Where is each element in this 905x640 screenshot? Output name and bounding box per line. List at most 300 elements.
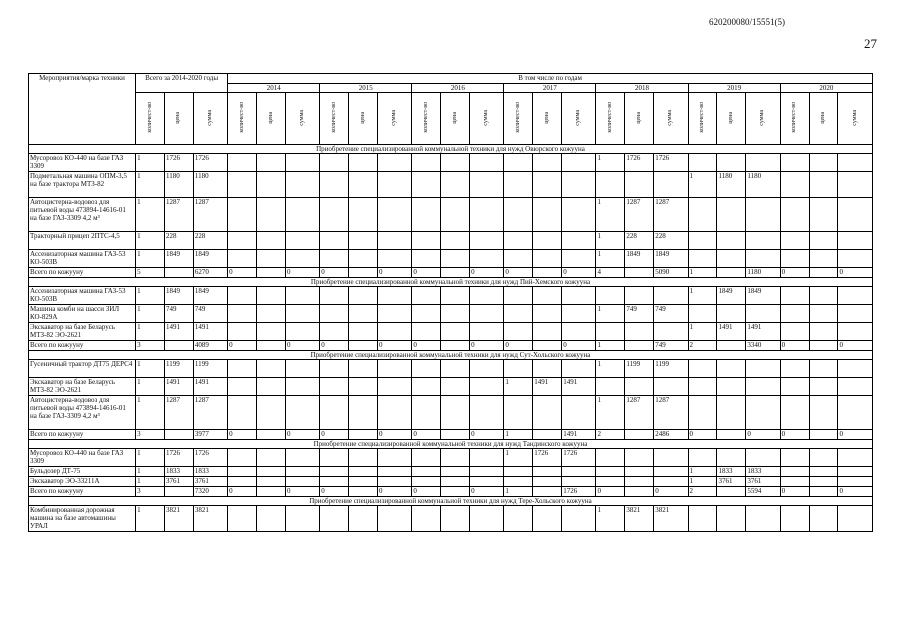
sum-cell: 749	[654, 341, 688, 351]
price-cell	[164, 341, 193, 351]
price-cell	[809, 477, 838, 487]
sum-subheader: сумма	[470, 93, 504, 145]
price-cell	[164, 487, 193, 497]
price-cell	[164, 430, 193, 440]
price-cell: 1726	[533, 449, 562, 467]
qty-cell: 0	[596, 487, 625, 497]
sum-cell: 1726	[654, 154, 688, 172]
qty-cell	[596, 477, 625, 487]
section-title-row	[29, 440, 873, 449]
price-cell	[717, 341, 746, 351]
qty-cell	[228, 360, 257, 378]
table-row	[29, 250, 873, 268]
qty-cell	[688, 506, 717, 532]
qty-cell	[596, 467, 625, 477]
sum-cell: 1287	[654, 198, 688, 232]
section-title: Приобретение специализированной коммунальной техники для нужд Овюрского кожууна	[29, 145, 873, 154]
sum-subheader: сумма	[562, 93, 596, 145]
price-cell	[533, 198, 562, 232]
sum-cell: 1287	[193, 198, 227, 232]
price-cell	[257, 360, 286, 378]
price-cell	[441, 467, 470, 477]
qty-cell: 1	[504, 487, 533, 497]
qty-cell: 1	[136, 323, 165, 341]
qty-cell: 0	[780, 487, 809, 497]
sum-cell: 5090	[654, 268, 688, 278]
price-cell: 3761	[164, 477, 193, 487]
section-title: Приобретение специализированной коммунальной техники для нужд Тере-Хольского кожууна	[29, 497, 873, 506]
sum-cell: 0	[470, 268, 504, 278]
price-cell	[625, 477, 654, 487]
price-cell	[257, 341, 286, 351]
qty-cell: 1	[596, 360, 625, 378]
price-cell: 1726	[164, 154, 193, 172]
qty-cell	[320, 198, 349, 232]
price-cell: 749	[625, 305, 654, 323]
qty-cell	[780, 477, 809, 487]
price-cell	[257, 487, 286, 497]
sum-cell	[470, 250, 504, 268]
qty-cell	[596, 287, 625, 305]
equipment-name: Тракторный прицеп 2ПТС-4,5	[29, 232, 136, 250]
qty-cell	[780, 323, 809, 341]
sum-cell: 0	[378, 430, 412, 440]
sum-cell	[378, 172, 412, 198]
qty-cell: 2	[688, 341, 717, 351]
price-cell	[717, 378, 746, 396]
total-row	[29, 487, 873, 497]
sum-cell: 1491	[562, 430, 596, 440]
price-cell	[533, 250, 562, 268]
qty-cell	[504, 250, 533, 268]
table-header	[29, 74, 873, 145]
table-row	[29, 323, 873, 341]
sum-cell	[285, 154, 319, 172]
sum-cell	[470, 467, 504, 477]
price-cell	[257, 430, 286, 440]
qty-cell	[504, 477, 533, 487]
equipment-name: Автоцистерна-водовоз для питьевой воды 473894-14616-01 на базе ГАЗ-3309 4,2 м³	[29, 198, 136, 232]
subheader-row	[29, 93, 873, 145]
qty-cell	[412, 305, 441, 323]
price-cell	[441, 378, 470, 396]
qty-cell	[596, 378, 625, 396]
qty-cell	[320, 232, 349, 250]
price-subheader: цена	[533, 93, 562, 145]
equipment-name: Мусоровоз КО-440 на базе ГАЗ 3309	[29, 154, 136, 172]
qty-cell: 1	[136, 467, 165, 477]
price-cell	[349, 506, 378, 532]
price-cell	[349, 250, 378, 268]
sum-cell	[470, 449, 504, 467]
price-cell	[441, 449, 470, 467]
price-subheader: цена	[441, 93, 470, 145]
qty-cell: 1	[136, 477, 165, 487]
qty-cell: 5	[136, 268, 165, 278]
qty-cell	[228, 198, 257, 232]
sum-cell	[470, 323, 504, 341]
sum-cell: 0	[838, 268, 873, 278]
qty-cell	[228, 232, 257, 250]
sum-cell	[746, 378, 780, 396]
price-subheader: цена	[164, 93, 193, 145]
qty-cell	[412, 323, 441, 341]
year-header: 2017	[504, 84, 596, 93]
sum-cell: 1491	[193, 323, 227, 341]
qty-cell: 0	[320, 487, 349, 497]
price-cell	[717, 487, 746, 497]
sum-cell	[470, 198, 504, 232]
sum-cell: 4089	[193, 341, 227, 351]
sum-cell: 1726	[562, 449, 596, 467]
sum-cell: 0	[285, 430, 319, 440]
sum-cell	[470, 378, 504, 396]
qty-cell	[320, 323, 349, 341]
price-cell	[717, 396, 746, 430]
qty-cell	[412, 378, 441, 396]
price-cell	[625, 268, 654, 278]
sum-cell: 7320	[193, 487, 227, 497]
qty-cell	[688, 378, 717, 396]
qty-cell	[320, 477, 349, 487]
sum-cell	[654, 323, 688, 341]
sum-cell	[378, 154, 412, 172]
sum-cell	[838, 396, 873, 430]
qty-subheader: количест-во	[596, 93, 625, 145]
qty-cell: 0	[228, 487, 257, 497]
qty-cell: 1	[136, 360, 165, 378]
sum-cell	[378, 250, 412, 268]
qty-cell	[228, 250, 257, 268]
sum-cell	[838, 287, 873, 305]
qty-cell: 1	[136, 378, 165, 396]
price-cell	[625, 323, 654, 341]
section-title-row	[29, 351, 873, 360]
sum-cell	[470, 287, 504, 305]
qty-cell: 1	[688, 323, 717, 341]
year-header: 2019	[688, 84, 780, 93]
sum-cell	[562, 323, 596, 341]
price-cell	[533, 341, 562, 351]
total-row	[29, 268, 873, 278]
sum-cell	[654, 378, 688, 396]
price-cell	[349, 305, 378, 323]
qty-cell	[780, 198, 809, 232]
price-cell	[164, 268, 193, 278]
qty-cell	[596, 172, 625, 198]
qty-cell	[780, 360, 809, 378]
sum-subheader: сумма	[746, 93, 780, 145]
qty-cell: 1	[596, 506, 625, 532]
price-cell	[717, 506, 746, 532]
equipment-name: Ассенизаторная машина ГАЗ-53 КО-503В	[29, 250, 136, 268]
table-row	[29, 396, 873, 430]
sum-subheader: сумма	[193, 93, 227, 145]
sum-cell	[285, 287, 319, 305]
qty-cell	[780, 449, 809, 467]
qty-cell	[228, 396, 257, 430]
qty-cell	[688, 198, 717, 232]
price-cell	[441, 506, 470, 532]
sum-cell	[285, 396, 319, 430]
sum-cell	[378, 378, 412, 396]
qty-cell	[504, 323, 533, 341]
sum-cell	[562, 287, 596, 305]
price-cell	[533, 360, 562, 378]
qty-cell: 1	[504, 430, 533, 440]
qty-subheader: количест-во	[136, 93, 165, 145]
price-cell: 1849	[164, 287, 193, 305]
qty-cell: 1	[136, 305, 165, 323]
qty-cell	[596, 323, 625, 341]
year-header: 2015	[320, 84, 412, 93]
sum-cell: 1491	[193, 378, 227, 396]
qty-cell	[412, 477, 441, 487]
sum-cell: 228	[193, 232, 227, 250]
header-measure: Мероприятия/марка техники	[29, 74, 136, 145]
sum-cell	[378, 396, 412, 430]
sum-cell: 1287	[193, 396, 227, 430]
section-title: Приобретение специализированной коммунальной техники для нужд Сут-Хольского кожууна	[29, 351, 873, 360]
price-cell	[441, 250, 470, 268]
sum-cell	[285, 467, 319, 477]
qty-cell: 0	[412, 487, 441, 497]
sum-cell	[838, 198, 873, 232]
sum-cell: 1726	[562, 487, 596, 497]
price-cell	[625, 449, 654, 467]
equipment-name: Подметальная машина ОПМ-3,5 на базе трактора МТЗ-82	[29, 172, 136, 198]
price-cell	[441, 430, 470, 440]
qty-cell	[412, 506, 441, 532]
sum-cell: 1833	[193, 467, 227, 477]
table-row	[29, 172, 873, 198]
qty-cell: 3	[136, 487, 165, 497]
price-cell	[257, 467, 286, 477]
qty-cell: 1	[136, 396, 165, 430]
total-label: Всего по кожууну	[29, 341, 136, 351]
sum-cell	[562, 477, 596, 487]
qty-cell: 0	[320, 341, 349, 351]
qty-cell: 1	[596, 232, 625, 250]
qty-cell	[412, 360, 441, 378]
header-by-years: В том числе по годам	[228, 74, 873, 84]
qty-cell	[688, 250, 717, 268]
qty-cell	[504, 154, 533, 172]
price-subheader: цена	[349, 93, 378, 145]
sum-cell: 0	[746, 430, 780, 440]
sum-subheader: сумма	[378, 93, 412, 145]
sum-cell	[838, 323, 873, 341]
section-title: Приобретение специализированной коммунальной техники для нужд Пий-Хемского кожууна	[29, 278, 873, 287]
sum-cell: 1180	[746, 268, 780, 278]
sum-cell	[470, 506, 504, 532]
sum-cell: 0	[285, 341, 319, 351]
qty-cell: 1	[688, 287, 717, 305]
sum-cell	[470, 232, 504, 250]
year-header: 2020	[780, 84, 872, 93]
qty-cell: 1	[596, 341, 625, 351]
equipment-table	[28, 73, 873, 532]
sum-cell: 0	[285, 268, 319, 278]
price-cell	[809, 430, 838, 440]
price-cell	[809, 172, 838, 198]
qty-cell: 3	[136, 430, 165, 440]
price-cell	[441, 477, 470, 487]
price-subheader: цена	[809, 93, 838, 145]
total-label: Всего по кожууну	[29, 268, 136, 278]
sum-cell	[838, 172, 873, 198]
sum-cell: 0	[470, 341, 504, 351]
price-cell	[349, 378, 378, 396]
qty-cell	[228, 449, 257, 467]
sum-cell	[285, 477, 319, 487]
qty-cell	[688, 232, 717, 250]
qty-cell	[228, 378, 257, 396]
sum-cell	[838, 232, 873, 250]
qty-cell: 1	[136, 250, 165, 268]
qty-cell	[228, 323, 257, 341]
sum-cell	[285, 449, 319, 467]
table-row	[29, 467, 873, 477]
sum-cell	[838, 305, 873, 323]
qty-cell: 1	[688, 172, 717, 198]
qty-cell: 0	[780, 430, 809, 440]
sum-cell	[562, 198, 596, 232]
qty-subheader: количест-во	[320, 93, 349, 145]
sum-cell: 0	[838, 430, 873, 440]
section-title-row	[29, 497, 873, 506]
price-cell: 1491	[717, 323, 746, 341]
sum-cell	[562, 154, 596, 172]
price-cell	[809, 378, 838, 396]
sum-cell: 1180	[193, 172, 227, 198]
qty-cell: 0	[228, 268, 257, 278]
price-cell: 1833	[164, 467, 193, 477]
price-cell	[257, 232, 286, 250]
qty-cell: 2	[596, 430, 625, 440]
price-cell	[441, 154, 470, 172]
price-cell	[809, 305, 838, 323]
price-cell	[441, 396, 470, 430]
sum-cell	[378, 360, 412, 378]
price-cell	[809, 287, 838, 305]
qty-cell	[780, 154, 809, 172]
qty-cell	[596, 449, 625, 467]
qty-cell	[780, 305, 809, 323]
price-cell	[257, 198, 286, 232]
price-cell	[533, 487, 562, 497]
document-id: 620200080/15551(5)	[709, 17, 785, 27]
sum-cell	[746, 449, 780, 467]
qty-cell	[780, 287, 809, 305]
sum-cell	[378, 287, 412, 305]
sum-cell: 3761	[746, 477, 780, 487]
sum-cell: 1849	[654, 250, 688, 268]
equipment-name: Экскаватор на базе Беларусь МТЗ-82 ЭО-2621	[29, 378, 136, 396]
qty-cell	[780, 250, 809, 268]
price-cell: 1491	[533, 378, 562, 396]
qty-cell: 1	[596, 154, 625, 172]
sum-cell	[746, 250, 780, 268]
price-cell	[441, 305, 470, 323]
price-cell	[717, 268, 746, 278]
qty-cell	[688, 360, 717, 378]
qty-cell: 1	[136, 449, 165, 467]
price-cell: 1849	[717, 287, 746, 305]
sum-cell	[285, 250, 319, 268]
table-row	[29, 449, 873, 467]
sum-cell	[838, 467, 873, 477]
price-cell	[257, 287, 286, 305]
qty-cell	[504, 305, 533, 323]
price-cell	[717, 154, 746, 172]
sum-cell: 3977	[193, 430, 227, 440]
sum-cell	[654, 172, 688, 198]
sum-cell: 1199	[193, 360, 227, 378]
sum-cell: 0	[470, 487, 504, 497]
qty-cell	[320, 378, 349, 396]
sum-cell: 0	[654, 487, 688, 497]
table-row	[29, 378, 873, 396]
price-subheader: цена	[625, 93, 654, 145]
price-cell	[717, 305, 746, 323]
price-cell	[625, 467, 654, 477]
sum-cell	[562, 232, 596, 250]
qty-cell	[412, 287, 441, 305]
price-cell	[717, 232, 746, 250]
price-cell	[625, 172, 654, 198]
sum-cell	[378, 305, 412, 323]
price-cell	[441, 323, 470, 341]
qty-cell: 1	[136, 506, 165, 532]
sum-subheader: сумма	[838, 93, 873, 145]
qty-cell	[688, 449, 717, 467]
table-row	[29, 154, 873, 172]
qty-cell	[228, 506, 257, 532]
qty-cell	[320, 305, 349, 323]
section-title-row	[29, 145, 873, 154]
price-cell	[257, 396, 286, 430]
price-cell	[257, 250, 286, 268]
price-cell: 3761	[717, 477, 746, 487]
price-cell	[809, 506, 838, 532]
qty-cell: 0	[780, 341, 809, 351]
price-cell	[809, 487, 838, 497]
qty-cell	[780, 378, 809, 396]
sum-cell: 5594	[746, 487, 780, 497]
price-cell	[809, 250, 838, 268]
price-subheader: цена	[717, 93, 746, 145]
qty-cell: 3	[136, 341, 165, 351]
table-row	[29, 506, 873, 532]
sum-cell: 3821	[193, 506, 227, 532]
sum-cell: 749	[193, 305, 227, 323]
sum-cell	[838, 250, 873, 268]
sum-cell: 0	[378, 268, 412, 278]
price-cell	[533, 172, 562, 198]
header-total: Всего за 2014-2020 годы	[136, 74, 228, 93]
price-cell	[349, 430, 378, 440]
qty-cell	[504, 198, 533, 232]
sum-cell	[562, 305, 596, 323]
sum-cell	[746, 360, 780, 378]
qty-cell	[320, 287, 349, 305]
price-cell: 1833	[717, 467, 746, 477]
price-cell: 1726	[164, 449, 193, 467]
qty-cell: 1	[596, 396, 625, 430]
price-cell	[809, 154, 838, 172]
sum-cell	[378, 477, 412, 487]
